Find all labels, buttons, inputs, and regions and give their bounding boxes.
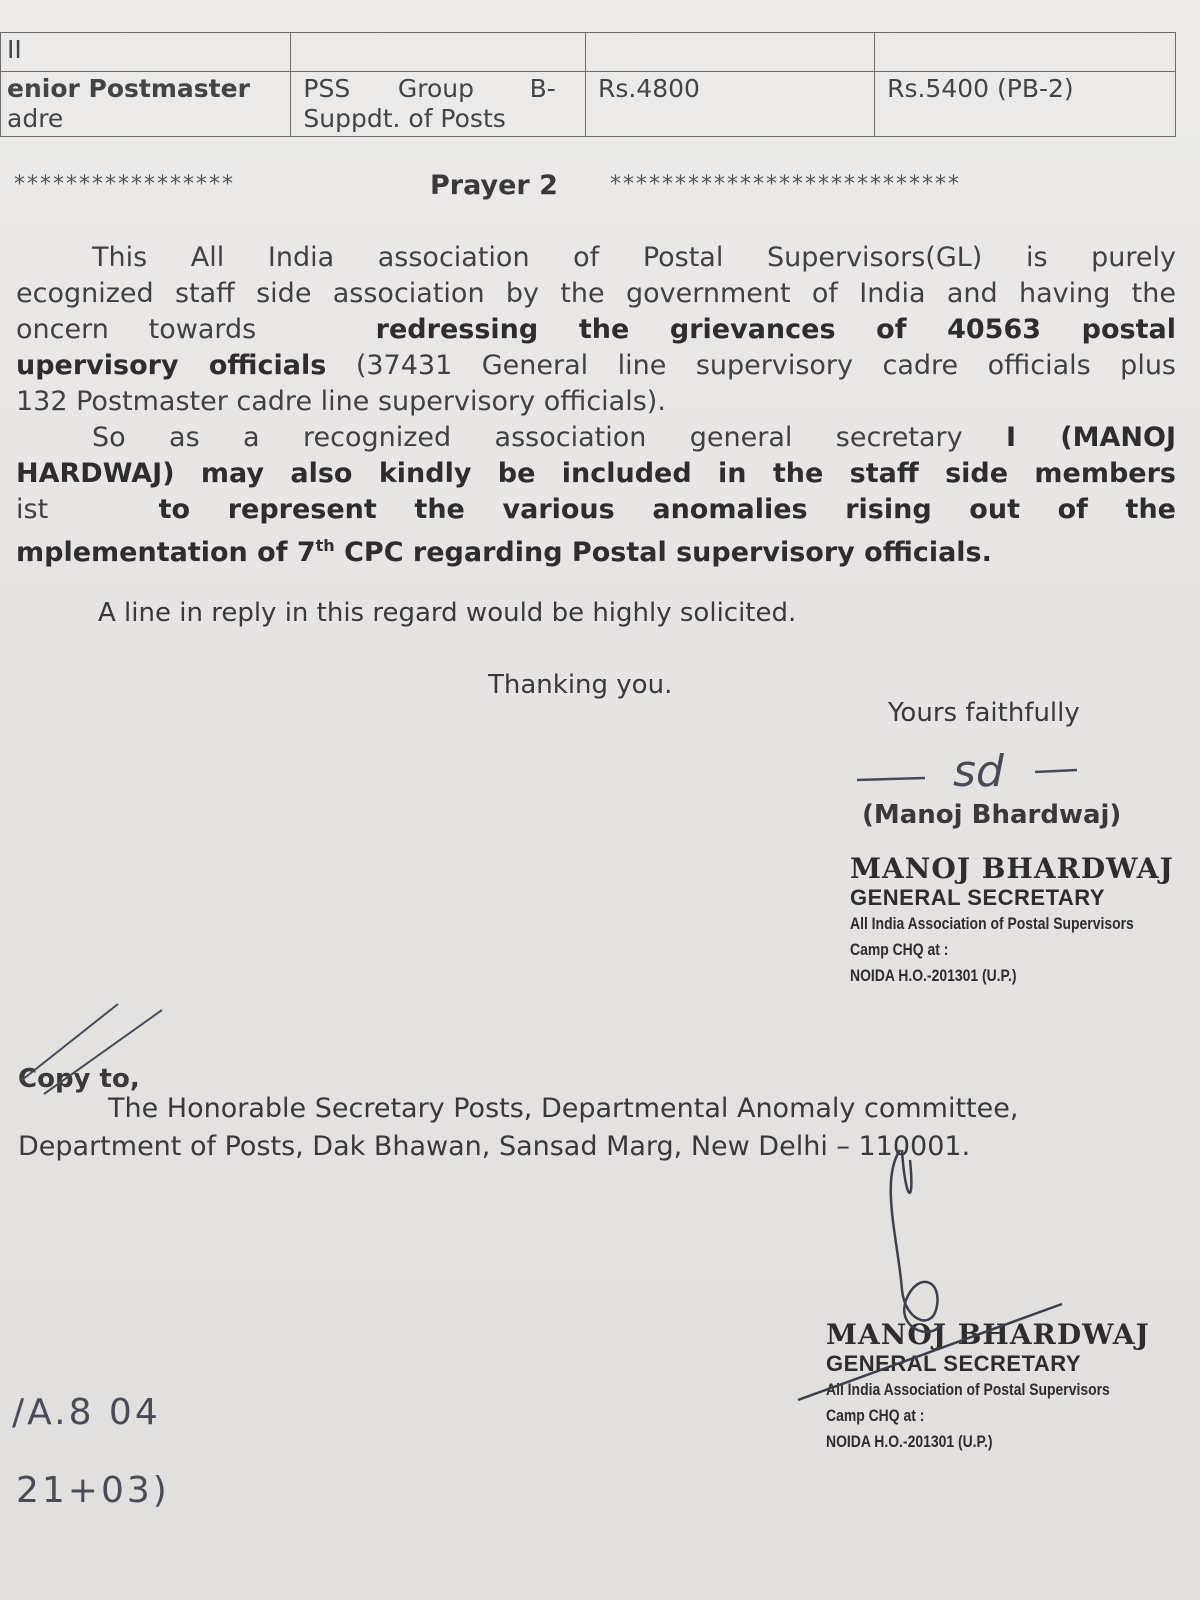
text-line: oncern towards redressing the grievances of 40563 postal <box>16 314 1176 345</box>
designation-stamp <box>850 852 1180 989</box>
svg-text:sd: sd <box>953 746 1004 797</box>
stamp-address: NOIDA H.O.-201301 (U.P.) <box>826 1432 993 1451</box>
stamp-name: MANOJ BHARDWAJ <box>850 852 1174 885</box>
table-cell <box>291 33 586 72</box>
grade-pay-current-cell: Rs.4800 <box>585 72 874 137</box>
pay-scale-table <box>0 32 1176 137</box>
closing-line: Yours faithfully <box>888 698 1080 728</box>
paragraph-request <box>16 420 1176 571</box>
text-line: So as a recognized association general secretary I (MANOJ <box>92 422 1176 453</box>
table-header-row <box>1 33 1176 72</box>
stars-divider-left: ***************** <box>14 172 235 197</box>
copy-to-address <box>18 1090 1178 1166</box>
thanking-line: Thanking you. <box>488 670 673 700</box>
table-cell <box>585 33 874 72</box>
stars-divider-right: *************************** <box>610 172 961 197</box>
text-line: Department of Posts, Dak Bhawan, Sansad Marg, New Delhi – 110001. <box>18 1131 971 1162</box>
table-row <box>1 72 1176 137</box>
prayer-title: Prayer 2 <box>430 170 558 201</box>
copy-to-label: Copy to, <box>18 1064 140 1094</box>
stamp-title: GENERAL SECRETARY <box>826 1351 1082 1376</box>
text-line: This All India association of Postal Supervisors(GL) is purely <box>92 242 1176 273</box>
text-line: The Honorable Secretary Posts, Departmental Anomaly committee, <box>108 1093 1019 1124</box>
paragraph-association <box>16 240 1176 420</box>
text-line: HARDWAJ) may also kindly be included in the staff side members <box>16 458 1176 489</box>
stamp-address: NOIDA H.O.-201301 (U.P.) <box>850 966 1017 985</box>
handwritten-signature <box>891 1150 940 1332</box>
text-line: 132 Postmaster cadre line supervisory officials). <box>16 386 666 417</box>
text-line: upervisory officials (37431 General line supervisory cadre officials plus <box>16 350 1176 381</box>
grade-pay-proposed-cell: Rs.5400 (PB-2) <box>875 72 1176 137</box>
stamp-org: All India Association of Postal Supervisors <box>850 914 1134 933</box>
text-line: mplementation of 7th CPC regarding Postal supervisory officials. <box>16 536 992 568</box>
cadre-cell: enior Postmaster adre <box>1 72 291 137</box>
table-cell: II <box>1 33 291 72</box>
signatory-name: (Manoj Bhardwaj) <box>862 800 1122 830</box>
handwritten-reference: 21+03) <box>16 1470 170 1511</box>
text-line: ecognized staff side association by the government of India and having the <box>16 278 1176 309</box>
post-cell: PSS Group B- Suppdt. of Posts <box>291 72 586 137</box>
text-line: ist to represent the various anomalies rising out of the <box>16 494 1176 525</box>
stamp-name: MANOJ BHARDWAJ <box>826 1318 1150 1351</box>
table-cell <box>875 33 1176 72</box>
designation-stamp-signed <box>826 1318 1196 1455</box>
stamp-org: All India Association of Postal Supervisors <box>826 1380 1110 1399</box>
stamp-camp: Camp CHQ at : <box>850 940 949 959</box>
stamp-title: GENERAL SECRETARY <box>850 885 1106 910</box>
handwritten-reference: /A.8 04 <box>12 1392 161 1433</box>
stamp-camp: Camp CHQ at : <box>826 1406 925 1425</box>
signature-sd <box>855 742 1085 802</box>
reply-request-line: A line in reply in this regard would be highly solicited. <box>98 598 797 628</box>
prayer-heading <box>0 168 1176 208</box>
